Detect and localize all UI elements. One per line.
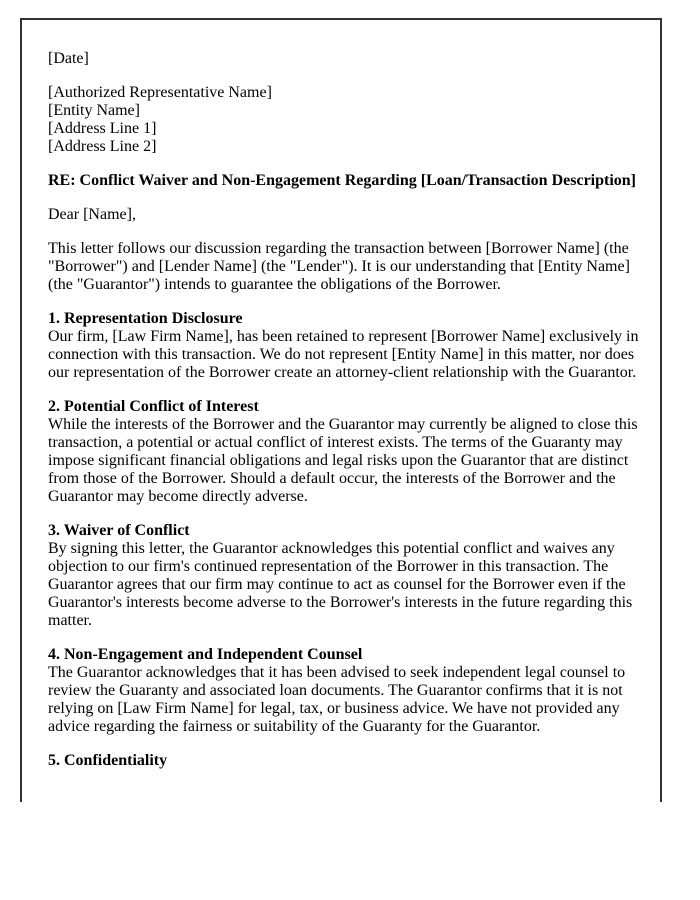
section-body: Our firm, [Law Firm Name], has been retained to represent [Borrower Name] exclusively in connection with this transaction. We do not represent [Entity Name] in this matter, nor does our representation of the Borrower create an attorney-client relationship with the Guarantor.: [48, 328, 639, 381]
date-line: [Date]: [48, 50, 89, 67]
section-waiver-of-conflict: [48, 522, 652, 630]
letter-page: [20, 18, 662, 802]
section-heading: 2. Potential Conflict of Interest: [48, 398, 259, 415]
intro-paragraph: This letter follows our discussion regarding the transaction between [Borrower Name] (the "Borrower") and [Lender Name] (the "Lender"). It is our understanding that [Entity Name] (the "Guarantor") intends to guarantee the obligations of the Borrower.: [48, 240, 630, 293]
section-body: The Guarantor acknowledges that it has been advised to seek independent legal counsel to review the Guaranty and associated loan documents. The Guarantor confirms that it is not relying on [Law Firm Name] for legal, tax, or business advice. We have not provided any advice regarding the fairness or suitability of the Guaranty for the Guarantor.: [48, 664, 626, 735]
section-confidentiality: [48, 752, 652, 770]
section-heading: 4. Non-Engagement and Independent Counsel: [48, 646, 363, 663]
recipient-address-line-1: [Address Line 1]: [48, 120, 157, 137]
recipient-representative-line: [Authorized Representative Name]: [48, 84, 272, 101]
section-heading: 3. Waiver of Conflict: [48, 522, 190, 539]
recipient-address-line-2: [Address Line 2]: [48, 138, 157, 155]
section-body: By signing this letter, the Guarantor acknowledges this potential conflict and waives any objection to our firm's continued representation of the Borrower in this transaction. The Guarantor agrees that our firm may continue to act as counsel for the Borrower even if the Guarantor's interests become adverse to the Borrower's interests in the future regarding this matter.: [48, 540, 633, 629]
recipient-block: [48, 84, 652, 156]
subject-line: RE: Conflict Waiver and Non-Engagement Regarding [Loan/Transaction Description]: [48, 172, 637, 189]
section-non-engagement: [48, 646, 652, 736]
section-heading: 1. Representation Disclosure: [48, 310, 243, 327]
letter-content: [22, 20, 660, 770]
section-representation-disclosure: [48, 310, 652, 382]
recipient-entity-line: [Entity Name]: [48, 102, 140, 119]
section-heading: 5. Confidentiality: [48, 752, 168, 769]
section-potential-conflict: [48, 398, 652, 506]
section-body: While the interests of the Borrower and the Guarantor may currently be aligned to close this transaction, a potential or actual conflict of interest exists. The terms of the Guaranty may impose significant financial obligations and legal risks upon the Guarantor that are distinct from those of the Borrower. Should a default occur, the interests of the Borrower and the Guarantor may become directly adverse.: [48, 416, 638, 505]
salutation: Dear [Name],: [48, 206, 136, 223]
